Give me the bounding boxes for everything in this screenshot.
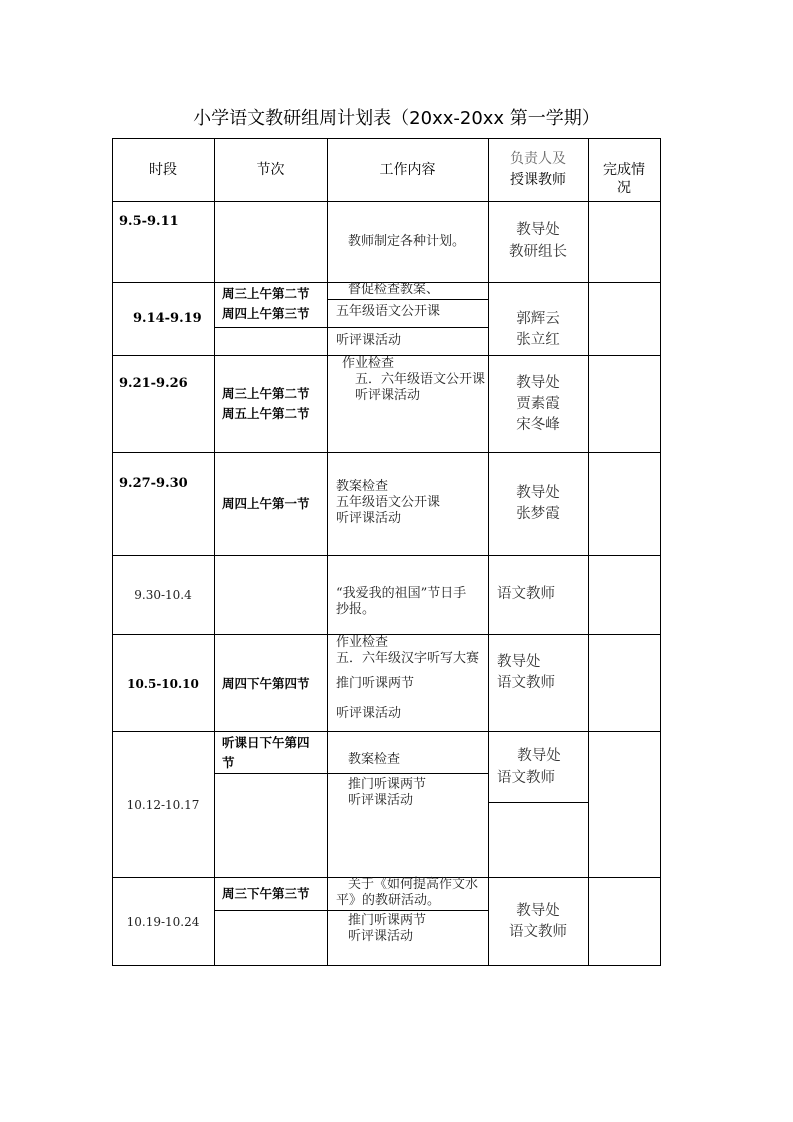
row-content: 听评课活动 (336, 511, 402, 526)
row-responsible: 语文教师 (497, 675, 555, 691)
page-title: 小学语文教研组周计划表（20xx-20xx 第一学期） (193, 108, 600, 129)
row-content: 听评课活动 (336, 333, 402, 348)
row-period: 9.30-10.4 (134, 588, 192, 602)
row-responsible: 张梦霞 (516, 506, 560, 522)
row-section: 周五上午第二节 (222, 406, 310, 421)
col-divider (327, 138, 328, 966)
header-completion-line1: 完成情 (603, 162, 645, 178)
row-content: 教师制定各种计划。 (348, 234, 466, 249)
header-period: 时段 (149, 162, 177, 178)
row-content: 五年级语文公开课 (336, 304, 441, 319)
row-period: 9.21-9.26 (119, 376, 188, 391)
header-section: 节次 (256, 162, 285, 178)
row-period: 10.12-10.17 (126, 798, 200, 812)
row-content: 听评课活动 (336, 706, 402, 721)
row-divider (112, 731, 661, 732)
table-border-top (112, 138, 661, 139)
row-section: 周三上午第二节 (222, 386, 310, 401)
row-responsible: 教研组长 (509, 244, 567, 260)
row-content: 平》的教研活动。 (336, 893, 441, 908)
row-responsible: 语文教师 (497, 770, 555, 786)
row-content: 五．六年级语文公开课 (355, 372, 486, 387)
row-responsible: 贾素霞 (516, 396, 560, 412)
row-section: 周四下午第四节 (222, 676, 310, 691)
row-content: 关于《如何提高作文水 (348, 877, 479, 892)
subrow-divider (327, 299, 488, 300)
table-border-left (112, 138, 113, 966)
row-content: 推门听课两节 (336, 676, 415, 691)
row-responsible: 宋冬峰 (516, 417, 560, 433)
row-content: 五．六年级汉字听写大赛 (336, 651, 480, 666)
row-content: 听评课活动 (348, 793, 414, 808)
row-divider (112, 555, 661, 556)
row-period: 9.5-9.11 (119, 214, 179, 229)
row-content: 作业检查 (336, 635, 389, 650)
row-content: 听评课活动 (355, 388, 421, 403)
row-responsible: 教导处 (516, 222, 560, 238)
subrow-divider (214, 773, 488, 774)
row-period: 9.27-9.30 (119, 476, 188, 491)
row-responsible: 教导处 (516, 485, 560, 501)
row-content: 抄报。 (336, 602, 376, 617)
row-content: 推门听课两节 (348, 777, 427, 792)
row-responsible: 教导处 (497, 654, 541, 670)
table-border-bottom (112, 965, 661, 966)
subrow-divider (214, 327, 488, 328)
header-completion-line2: 况 (617, 180, 631, 196)
subrow-divider (488, 802, 588, 803)
row-section: 周三下午第三节 (222, 886, 310, 901)
header-responsible-line2: 授课教师 (510, 172, 566, 188)
col-divider (588, 138, 589, 966)
row-responsible: 语文教师 (509, 924, 567, 940)
row-content: “我爱我的祖国”节日手 (336, 586, 467, 601)
row-content: 教案检查 (336, 479, 389, 494)
row-content: 五年级语文公开课 (336, 495, 441, 510)
table-border-right (660, 138, 661, 966)
row-responsible: 教导处 (517, 748, 561, 764)
header-content: 工作内容 (379, 162, 436, 178)
row-section: 听课日下午第四 (222, 735, 310, 750)
row-section: 周三上午第二节 (222, 286, 310, 301)
row-content: 听评课活动 (348, 929, 414, 944)
row-responsible: 教导处 (516, 903, 560, 919)
row-content: 督促检查教案、 (348, 282, 440, 297)
row-responsible: 语文教师 (497, 586, 555, 602)
row-divider (112, 452, 661, 453)
row-period: 10.5-10.10 (127, 677, 199, 691)
row-responsible: 郭辉云 (516, 311, 560, 327)
row-responsible: 教导处 (516, 375, 560, 391)
row-section: 节 (222, 755, 235, 770)
row-content: 教案检查 (348, 752, 401, 767)
row-period: 9.14-9.19 (133, 311, 202, 326)
row-content: 作业检查 (342, 356, 395, 371)
row-content: 推门听课两节 (348, 913, 427, 928)
row-period: 10.19-10.24 (126, 915, 200, 929)
row-section: 周四上午第三节 (222, 306, 310, 321)
header-responsible-line1: 负责人及 (510, 151, 566, 167)
row-responsible: 张立红 (516, 332, 560, 348)
header-divider (112, 201, 661, 202)
col-divider (214, 138, 215, 966)
row-section: 周四上午第一节 (222, 496, 310, 511)
subrow-divider (214, 910, 488, 911)
